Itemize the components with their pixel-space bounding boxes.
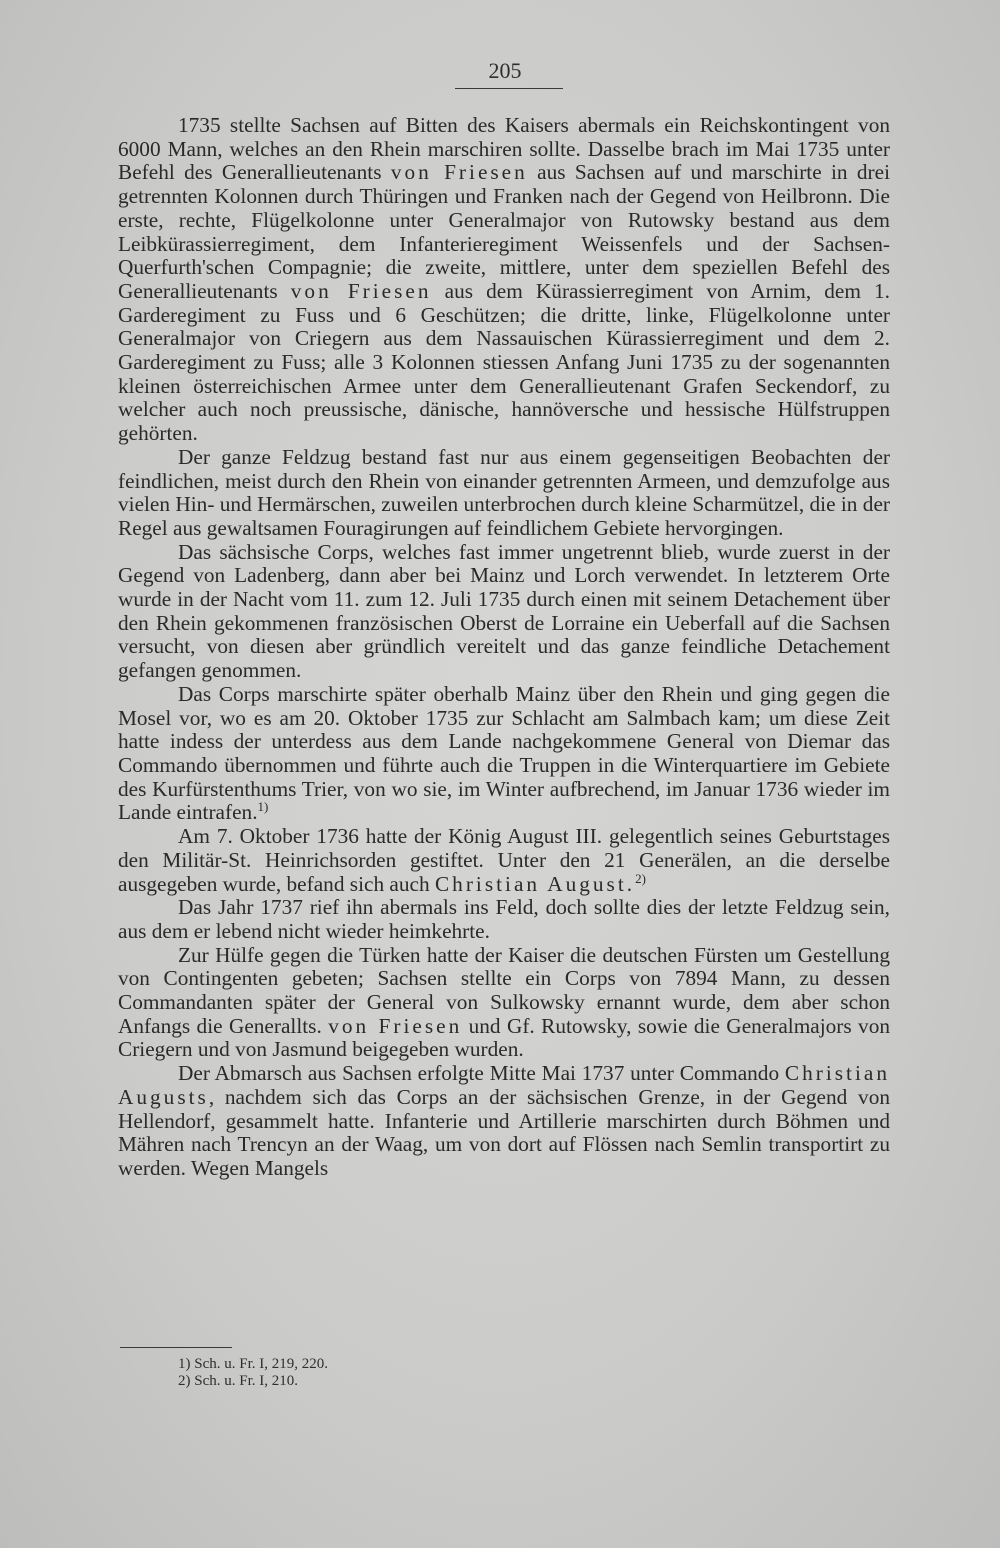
footnote-text: Sch. u. Fr. I, 210. — [194, 1373, 299, 1389]
footnote-text: Sch. u. Fr. I, 219, 220. — [194, 1356, 329, 1372]
footnote-reference: 2) — [635, 870, 646, 886]
text-run: Das sächsische Corps, welches fast immer ungetrennt blieb, wurde zuerst in der Gegend von Ladenberg, dann aber bei Mainz und Lorch verwendet. In letzterem Orte wurde in der Nacht vom 11. zum 12. Juli 1735 durch einen mit seinem Detachement über den Rhein gekommenen französischen Oberst de Lorraine ein Ueberfall auf die Sachsen versucht, von diesen aber gründlich vereitelt und das ganze feindliche Detachement gefangen genommen. — [118, 539, 890, 683]
emphasized-name: von Friesen — [390, 160, 528, 185]
paragraph — [118, 896, 890, 943]
footnote-marker: 1) — [178, 1356, 191, 1372]
paragraph — [118, 114, 890, 446]
paragraph — [118, 944, 890, 1063]
text-run: 1735 stellte Sachsen auf Bitten des Kaisers abermals ein Reichskontingent von 6000 Mann, welches an den Rhein marschiren sollte. Dasselbe brach im Mai 1735 unter Befehl des Generallieutenants — [118, 113, 890, 185]
emphasized-name: Christian August. — [434, 871, 636, 896]
footnote — [178, 1356, 328, 1373]
text-run: , nachdem sich das Corps an der sächsischen Grenze, in der Gegend von Hellendorf, gesammelt hatte. Infanterie und Artillerie marschirten durch Böhmen und Mähren nach Trencyn an der Waag, um von dort auf Flössen nach Semlin transportirt zu werden. Wegen Mangels — [118, 1084, 890, 1180]
text-run: Am 7. Oktober 1736 hatte der König August III. gelegentlich seines Geburtstages den Militär-St. Heinrichsorden gestiftet. Unter den 21 Generälen, an die derselbe ausgegeben wurde, befand sich auch — [118, 824, 890, 896]
text-run: aus dem Kürassierregiment von Arnim, dem 1. Garderegiment zu Fuss und 6 Geschützen; die dritte, linke, Flügelkolonne unter Generalmajor von Criegern aus dem Nassauischen Kürassierregiment und dem 2. Garderegiment zu Fuss; alle 3 Kolonnen stiessen Anfang Juni 1735 zu der sogenannten kleinen österreichischen Armee unter dem Generallieutenant Grafen Seckendorf, zu welcher auch noch preussische, dänische, hannöversche und hessische Hülfstruppen gehörten. — [118, 278, 891, 446]
text-run: Das Jahr 1737 rief ihn abermals ins Feld, doch sollte dies der letzte Feldzug sein, aus dem er lebend nicht wieder heimkehrte. — [118, 895, 890, 943]
footnote-reference: 1) — [257, 799, 269, 815]
paragraph — [118, 683, 890, 825]
paragraph — [118, 825, 890, 896]
text-run: und Gf. Rutowsky, sowie die Generalmajors von Criegern und von Jasmund beigegeben wurden. — [118, 1013, 890, 1062]
paragraph — [118, 446, 890, 541]
emphasized-name: Christian Augusts — [118, 1061, 890, 1109]
text-run: Der ganze Feldzug bestand fast nur aus einem gegenseitigen Beobachten der feindlichen, meist durch den Rhein von einander getrennten Armeen, und demzufolge aus vielen Hin- und Hermärschen, zuweilen unterbrochen durch kleine Scharmützel, die in der Regel aus gewaltsamen Fouragirungen auf feindlichem Gebiete hervorgingen. — [118, 444, 890, 540]
text-run: Das Corps marschirte später oberhalb Mainz über den Rhein und ging gegen die Mosel vor, wo es am 20. Oktober 1735 zur Schlacht am Salmbach kam; um diese Zeit hatte indess der unterdess aus dem Lande nachgekommene General von Diemar das Commando übernommen und führte auch die Truppen in die Winterquartiere im Gebiete des Kurfürstenthums Trier, von wo sie, im Winter aufbrechend, im Januar 1736 wieder im Lande eintrafen. — [118, 681, 890, 825]
emphasized-name: von Friesen — [290, 278, 432, 303]
footnote — [178, 1373, 328, 1390]
text-run: aus Sachsen auf und marschirte in drei getrennten Kolonnen durch Thüringen und Franken nach der Gegend von Heilbronn. Die erste, rechte, Flügelkolonne unter Generalmajor von Rutowsky bestand aus dem Leibkürassierregiment, dem Infanterieregiment Weissenfels und der Sachsen-Querfurth'schen Compagnie; die zweite, mittlere, unter dem speziellen Befehl des Generallieutenants — [118, 160, 890, 303]
paragraph — [118, 1062, 890, 1181]
body-text — [118, 114, 890, 1181]
text-run: Der Abmarsch aus Sachsen erfolgte Mitte Mai 1737 unter Commando — [178, 1061, 785, 1086]
text-run: Zur Hülfe gegen die Türken hatte der Kaiser die deutschen Fürsten um Gestellung von Contingenten gebeten; Sachsen stellte ein Corps von 7894 Mann, zu dessen Commandanten später der General von Sulkowsky ernannt wurde, dem aber schon Anfangs die Generallts. — [118, 942, 890, 1038]
emphasized-name: von Friesen — [328, 1013, 463, 1038]
footnotes — [178, 1356, 328, 1390]
footnote-separator — [120, 1347, 232, 1348]
page-number: 205 — [488, 58, 522, 83]
footnote-marker: 2) — [178, 1373, 191, 1389]
page-number-rule — [455, 88, 563, 89]
paragraph — [118, 541, 890, 683]
